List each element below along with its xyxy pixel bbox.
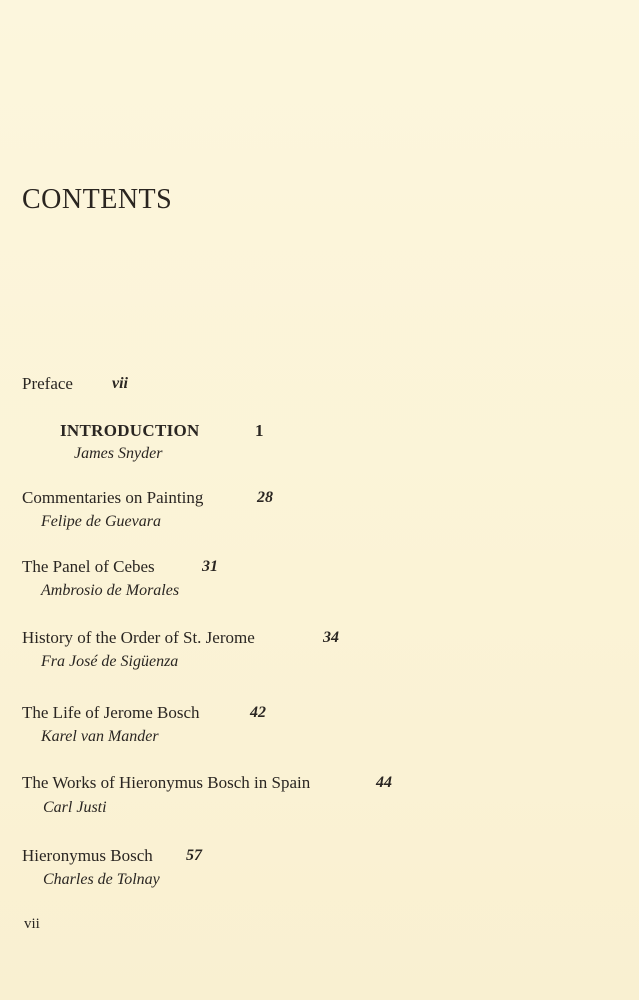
- toc-entry-author: Ambrosio de Morales: [41, 582, 180, 599]
- toc-entry: [22, 773, 392, 793]
- toc-entry-title: The Panel of Cebes: [22, 557, 155, 576]
- toc-entry-title: Hieronymus Bosch: [22, 846, 153, 865]
- toc-entry-page: 57: [186, 847, 202, 864]
- page-title: CONTENTS: [22, 184, 173, 215]
- toc-entry-title: INTRODUCTION: [60, 421, 200, 440]
- toc-entry-author: Charles de Tolnay: [43, 871, 160, 888]
- toc-entry-page: 44: [376, 774, 392, 791]
- toc-entry-page: vii: [112, 375, 128, 392]
- toc-entry-author: James Snyder: [74, 445, 163, 462]
- toc-entry: [22, 557, 218, 577]
- toc-entry-page: 28: [257, 489, 273, 506]
- toc-entry: [22, 703, 266, 723]
- toc-entry-title: History of the Order of St. Jerome: [22, 628, 255, 647]
- page-number: vii: [24, 916, 40, 932]
- toc-entry-title: The Life of Jerome Bosch: [22, 703, 200, 722]
- toc-entry: [22, 488, 273, 508]
- toc-entry-page: 31: [202, 558, 218, 575]
- toc-entry-author: Fra José de Sigüenza: [41, 653, 179, 670]
- toc-entry-title: Commentaries on Painting: [22, 488, 204, 507]
- toc-entry-preface: [22, 374, 128, 394]
- toc-entry-page: 1: [255, 421, 264, 440]
- toc-entry-author: Karel van Mander: [41, 728, 159, 745]
- toc-entry-author: Felipe de Guevara: [41, 513, 161, 530]
- toc-entry-title: The Works of Hieronymus Bosch in Spain: [22, 773, 311, 792]
- toc-entry-author: Carl Justi: [43, 799, 107, 816]
- toc-entry-page: 34: [323, 629, 339, 646]
- toc-entry-page: 42: [250, 704, 266, 721]
- toc-entry: [22, 846, 202, 866]
- toc-entry-introduction: [60, 421, 264, 441]
- toc-entry-title: Preface: [22, 374, 73, 393]
- toc-entry: [22, 628, 339, 648]
